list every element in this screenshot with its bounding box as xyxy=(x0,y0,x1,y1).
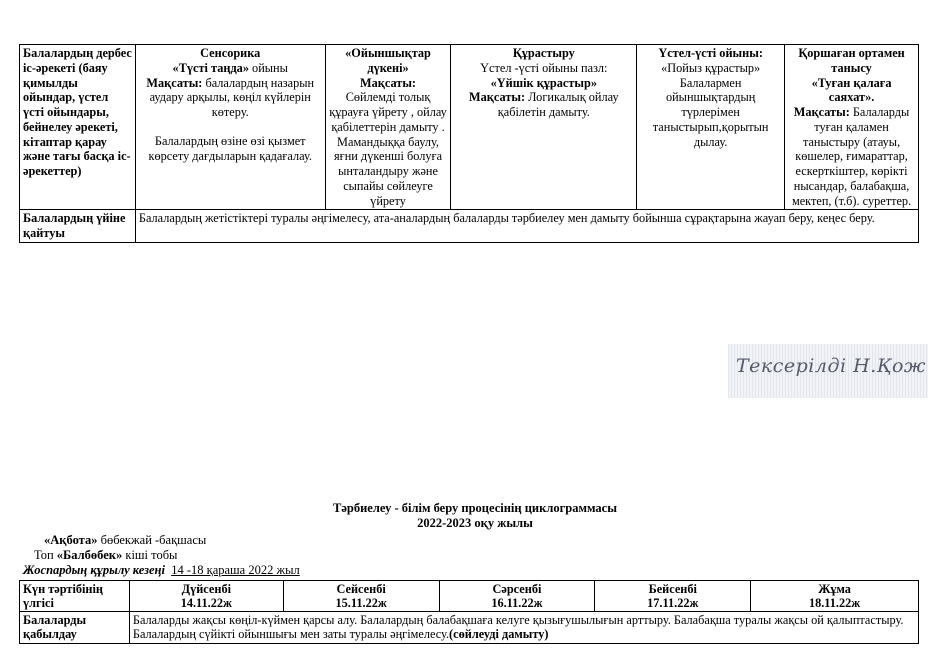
plan-period-line xyxy=(23,563,300,578)
goal-text: Логикалық ойлау қабілетін дамыту. xyxy=(497,90,619,119)
group-name: «Балбөбек» xyxy=(56,548,123,562)
day-date: 15.11.22ж xyxy=(335,596,387,611)
day-name: Дүйсенбі xyxy=(181,582,232,596)
goal-label: Мақсаты: xyxy=(793,105,850,119)
academic-year: 2022-2023 оқу жылы xyxy=(417,516,533,530)
reception-description: Балаларды жақсы көңіл-күймен қарсы алу. Балалардың балабақшаға келуге қызығушылығын арттыру. Балабақша туралы жақсы ой қалыптастыру. Балалардың сүйікті ойыншығы мен заты туралы әңгімелесу. xyxy=(132,613,904,642)
goal-text: Балаларды туған қаламен таныстыру (атауы, көшелер, ғимараттар, ескерткіштер, көрікті нысандар, балабақша, мектеп, (т.б). суреттер. xyxy=(791,105,912,208)
activity-cell-wednesday xyxy=(451,45,637,210)
row-label-activities: Балалардың дербес іс-әрекеті (баяу қимылды ойындар, үстел үсті ойындары, бейнелеу әрекеті, кітаптар қарау және тағы басқа іс-әрекеттер) xyxy=(20,45,136,210)
table-row xyxy=(20,612,919,643)
row-label-reception: Балаларды қабылдау xyxy=(20,612,130,643)
document-title: Тәрбиелеу - білім беру процесінің циклограммасы xyxy=(333,501,617,515)
activity-title: «Үйшік құрастыр» xyxy=(490,75,598,90)
table-header-row xyxy=(20,581,919,612)
signature-text: Тексерілді Н.Қож xyxy=(736,355,926,377)
schedule-table-bottom xyxy=(19,580,919,644)
activity-category: Үстел-үсті ойыны: xyxy=(658,46,763,60)
activity-type: ойыны xyxy=(248,60,288,75)
kindergarten-line xyxy=(44,533,206,548)
column-header-thursday xyxy=(595,581,751,612)
column-header-wednesday xyxy=(439,581,595,612)
activity-cell-friday xyxy=(785,45,919,210)
group-prefix: Топ xyxy=(34,548,57,562)
group-type: кіші тобы xyxy=(122,548,178,562)
kindergarten-name: «Ақбота» xyxy=(44,533,98,547)
activity-type: Үстел -үсті ойыны пазл: xyxy=(480,60,608,75)
activity-title: «Түсті таңда» xyxy=(172,60,249,75)
activity-cell-monday xyxy=(135,45,325,210)
goal-label: Мақсаты: xyxy=(469,90,526,105)
activity-cell-thursday xyxy=(637,45,785,210)
activity-cell-tuesday xyxy=(325,45,451,210)
period-value: 14 -18 қараша 2022 жыл xyxy=(171,563,300,577)
day-name: Бейсенбі xyxy=(648,582,697,596)
activity-note: Балалардың өзіне өзі қызмет көрсету дағдыларын қадағалау. xyxy=(148,133,312,163)
goal-text: балалардың назарын аудару арқылы, көңіл күйлерін көтеру. xyxy=(149,75,315,119)
day-name: Сейсенбі xyxy=(336,582,386,596)
day-name: Сәрсенбі xyxy=(492,582,542,596)
group-line xyxy=(34,548,177,563)
day-name: Жұма xyxy=(818,582,851,596)
column-header-monday xyxy=(129,581,283,612)
row-label-going-home: Балалардың үйіне қайтуы xyxy=(20,210,136,243)
column-header-tuesday xyxy=(283,581,439,612)
goal-label: Мақсаты: xyxy=(360,75,417,90)
activity-title: «Туған қалаға саяхат». xyxy=(811,75,892,105)
activity-category: Сенсорика xyxy=(200,46,261,60)
goal-text: Сөйлемді толық құрауға үйрету , ойлау қабілеттерін дамыту . Мамандыққа баулу, яғни дүкенші болуға ынталандыру және сыпайы сөйлеуге үйрету xyxy=(329,90,447,208)
table-row xyxy=(20,210,919,243)
period-label: Жоспардың құрылу кезеңі xyxy=(23,563,165,577)
activity-category: Құрастыру xyxy=(512,46,575,60)
kindergarten-type: бөбекжай -бақшасы xyxy=(97,533,207,547)
activity-title: «Пойыз құрастыр» xyxy=(661,60,761,75)
reception-text xyxy=(129,612,918,643)
activity-category: Қоршаған ортамен танысу xyxy=(798,46,905,75)
going-home-text: Балалардың жетістіктері туралы әңгімелесу, ата-аналардың балаларды тәрбиелеу мен дамыту бойынша сұрақтарына жауап беру, кеңес беру. xyxy=(135,210,918,243)
activity-text: Балалармен ойыншықтардың түрлерімен таныстырып,қорытын дылау. xyxy=(652,75,769,149)
column-header-friday xyxy=(751,581,919,612)
day-date: 16.11.22ж xyxy=(491,596,543,611)
table-row xyxy=(20,45,919,210)
goal-label: Мақсаты: xyxy=(146,75,203,90)
day-date: 14.11.22ж xyxy=(180,596,232,611)
reception-note: (сөйлеуді дамыту) xyxy=(449,627,549,642)
activity-title: «Ойыншықтар дүкені» xyxy=(345,46,431,75)
schedule-table-top xyxy=(19,44,919,243)
day-date: 17.11.22ж xyxy=(647,596,699,611)
column-header-schedule: Күн тәртібінің үлгісі xyxy=(20,581,130,612)
day-date: 18.11.22ж xyxy=(808,596,861,611)
